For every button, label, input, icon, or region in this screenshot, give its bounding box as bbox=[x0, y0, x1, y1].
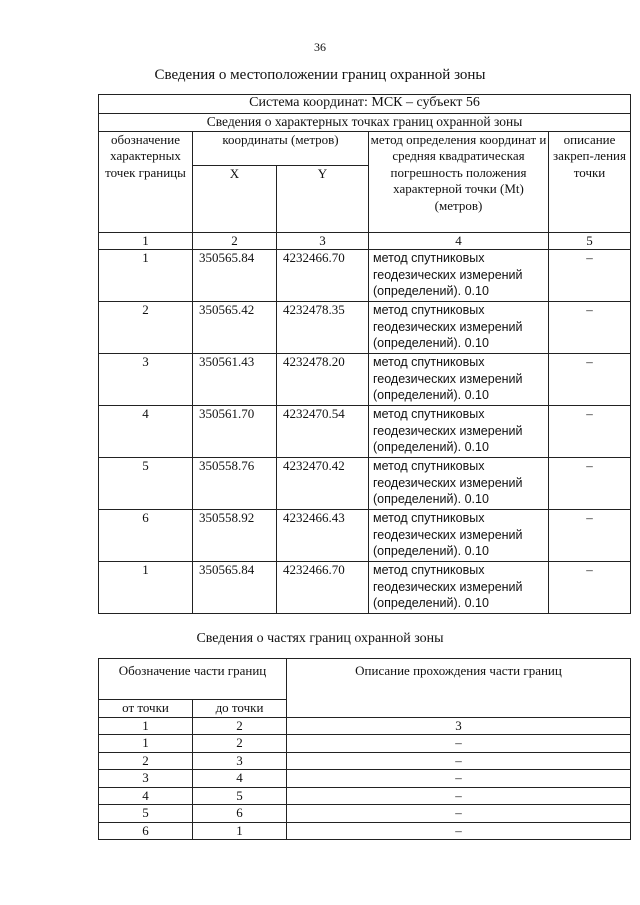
col-x-header: X bbox=[193, 165, 277, 232]
col-number: 5 bbox=[549, 232, 631, 250]
table-row bbox=[99, 406, 631, 458]
point-number-cell: 1 bbox=[99, 250, 193, 302]
col-number: 1 bbox=[99, 717, 193, 735]
to-point-cell: 6 bbox=[193, 805, 287, 823]
col-description-header: описание закреп-ления точки bbox=[549, 131, 631, 232]
col-number: 4 bbox=[369, 232, 549, 250]
y-coordinate-cell: 4232466.43 bbox=[277, 510, 369, 562]
part-description-cell: – bbox=[287, 735, 631, 753]
table-row bbox=[99, 735, 631, 753]
part-description-cell: – bbox=[287, 822, 631, 840]
table-row bbox=[99, 562, 631, 614]
method-cell: метод спутниковых геодезических измерений (определений). 0.10 bbox=[369, 354, 549, 406]
point-number-cell: 2 bbox=[99, 302, 193, 354]
col-y-header: Y bbox=[277, 165, 369, 232]
col-coordinates-header: координаты (метров) bbox=[193, 131, 369, 165]
y-coordinate-cell: 4232470.54 bbox=[277, 406, 369, 458]
col-designation-header: обозначение характерных точек границы bbox=[99, 131, 193, 232]
location-title: Сведения о местоположении границ охранной зоны bbox=[154, 67, 486, 83]
part-description-cell: – bbox=[287, 787, 631, 805]
point-number-cell: 1 bbox=[99, 562, 193, 614]
from-point-cell: 1 bbox=[99, 735, 193, 753]
col-number: 1 bbox=[99, 232, 193, 250]
from-point-cell: 2 bbox=[99, 752, 193, 770]
description-cell: – bbox=[549, 406, 631, 458]
table-row bbox=[99, 805, 631, 823]
table-row bbox=[99, 510, 631, 562]
table-row bbox=[99, 822, 631, 840]
method-cell: метод спутниковых геодезических измерений (определений). 0.10 bbox=[369, 458, 549, 510]
col-part-description-header: Описание прохождения части границ bbox=[287, 659, 631, 718]
x-coordinate-cell: 350561.70 bbox=[193, 406, 277, 458]
boundary-points-table bbox=[98, 94, 631, 614]
description-cell: – bbox=[549, 250, 631, 302]
description-cell: – bbox=[549, 510, 631, 562]
col-from-header: от точки bbox=[99, 700, 193, 718]
boundary-parts-table bbox=[98, 658, 631, 840]
x-coordinate-cell: 350565.84 bbox=[193, 250, 277, 302]
to-point-cell: 1 bbox=[193, 822, 287, 840]
x-coordinate-cell: 350565.84 bbox=[193, 562, 277, 614]
col-part-designation-header: Обозначение части границ bbox=[99, 659, 287, 700]
points-section-header: Сведения о характерных точках границ охранной зоны bbox=[99, 114, 631, 132]
column-number-row bbox=[99, 717, 631, 735]
table-row bbox=[99, 354, 631, 406]
y-coordinate-cell: 4232478.35 bbox=[277, 302, 369, 354]
column-number-row bbox=[99, 232, 631, 250]
to-point-cell: 2 bbox=[193, 735, 287, 753]
table-row bbox=[99, 302, 631, 354]
table-row bbox=[99, 752, 631, 770]
point-number-cell: 5 bbox=[99, 458, 193, 510]
from-point-cell: 4 bbox=[99, 787, 193, 805]
y-coordinate-cell: 4232478.20 bbox=[277, 354, 369, 406]
to-point-cell: 5 bbox=[193, 787, 287, 805]
description-cell: – bbox=[549, 562, 631, 614]
parts-title: Сведения о частях границ охранной зоны bbox=[196, 631, 444, 646]
y-coordinate-cell: 4232466.70 bbox=[277, 250, 369, 302]
x-coordinate-cell: 350558.76 bbox=[193, 458, 277, 510]
from-point-cell: 5 bbox=[99, 805, 193, 823]
coord-system-header: Система координат: МСК – субъект 56 bbox=[99, 95, 631, 114]
method-cell: метод спутниковых геодезических измерений (определений). 0.10 bbox=[369, 406, 549, 458]
description-cell: – bbox=[549, 354, 631, 406]
table-row bbox=[99, 770, 631, 788]
x-coordinate-cell: 350565.42 bbox=[193, 302, 277, 354]
to-point-cell: 4 bbox=[193, 770, 287, 788]
description-cell: – bbox=[549, 458, 631, 510]
part-description-cell: – bbox=[287, 752, 631, 770]
col-number: 2 bbox=[193, 232, 277, 250]
point-number-cell: 4 bbox=[99, 406, 193, 458]
table-row bbox=[99, 250, 631, 302]
x-coordinate-cell: 350561.43 bbox=[193, 354, 277, 406]
to-point-cell: 3 bbox=[193, 752, 287, 770]
point-number-cell: 3 bbox=[99, 354, 193, 406]
x-coordinate-cell: 350558.92 bbox=[193, 510, 277, 562]
col-number: 3 bbox=[277, 232, 369, 250]
col-method-header: метод определения координат и средняя квадратическая погрешность положения характерной точки (Mt) (метров) bbox=[369, 131, 549, 232]
method-cell: метод спутниковых геодезических измерений (определений). 0.10 bbox=[369, 510, 549, 562]
from-point-cell: 6 bbox=[99, 822, 193, 840]
page-number: 36 bbox=[314, 40, 326, 54]
col-number: 2 bbox=[193, 717, 287, 735]
table-row bbox=[99, 458, 631, 510]
y-coordinate-cell: 4232470.42 bbox=[277, 458, 369, 510]
from-point-cell: 3 bbox=[99, 770, 193, 788]
part-description-cell: – bbox=[287, 805, 631, 823]
method-cell: метод спутниковых геодезических измерений (определений). 0.10 bbox=[369, 562, 549, 614]
point-number-cell: 6 bbox=[99, 510, 193, 562]
table-row bbox=[99, 787, 631, 805]
description-cell: – bbox=[549, 302, 631, 354]
part-description-cell: – bbox=[287, 770, 631, 788]
y-coordinate-cell: 4232466.70 bbox=[277, 562, 369, 614]
method-cell: метод спутниковых геодезических измерений (определений). 0.10 bbox=[369, 302, 549, 354]
col-to-header: до точки bbox=[193, 700, 287, 718]
method-cell: метод спутниковых геодезических измерений (определений). 0.10 bbox=[369, 250, 549, 302]
col-number: 3 bbox=[287, 717, 631, 735]
